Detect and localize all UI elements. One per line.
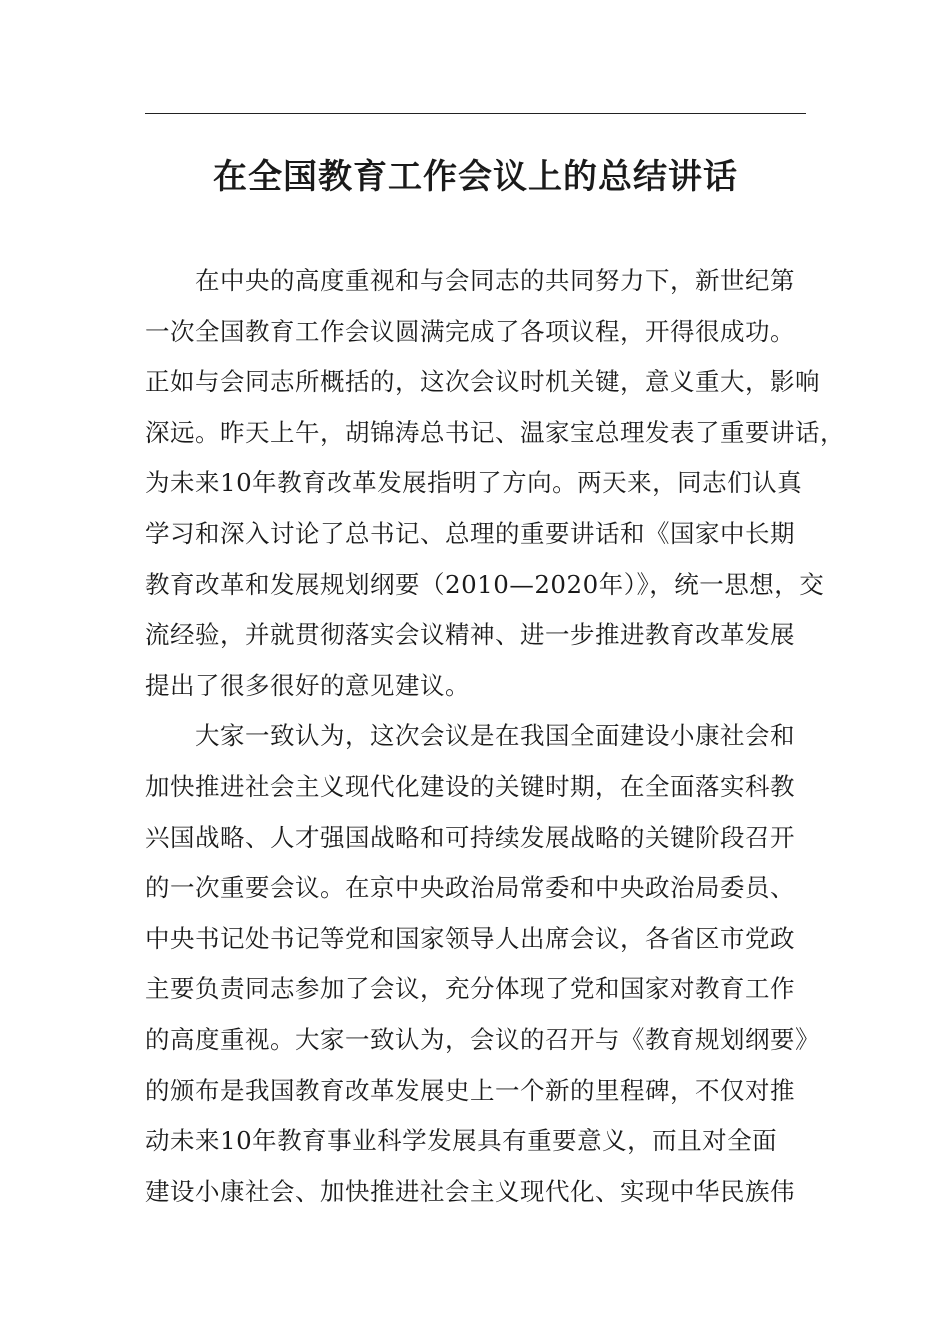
text-line: 在中央的高度重视和与会同志的共同努力下，新世纪第 <box>195 266 795 295</box>
text-line: 的颁布是我国教育改革发展史上一个新的里程碑，不仅对推 <box>145 1075 795 1105</box>
text-line: 教育改革和发展规划纲要（2010—2020年）》，统一思想，交 <box>145 569 825 599</box>
text-line: 一次全国教育工作会议圆满完成了各项议程，开得很成功。 <box>145 316 795 346</box>
paragraph-1 <box>145 256 845 711</box>
header-rule <box>145 113 806 114</box>
text-line: 的高度重视。大家一致认为，会议的召开与《教育规划纲要》 <box>145 1024 820 1054</box>
text-line: 流经验，并就贯彻落实会议精神、进一步推进教育改革发展 <box>145 620 795 650</box>
text-line: 的一次重要会议。在京中央政治局常委和中央政治局委员、 <box>145 873 795 903</box>
text-line: 深远。昨天上午，胡锦涛总书记、温家宝总理发表了重要讲话， <box>145 417 845 447</box>
text-line: 主要负责同志参加了会议，充分体现了党和国家对教育工作 <box>145 974 795 1004</box>
text-line: 为未来10年教育改革发展指明了方向。两天来，同志们认真 <box>145 468 803 498</box>
text-line: 建设小康社会、加快推进社会主义现代化、实现中华民族伟 <box>145 1176 795 1206</box>
text-line: 提出了很多很好的意见建议。 <box>145 670 470 700</box>
text-line: 学习和深入讨论了总书记、总理的重要讲话和《国家中长期 <box>145 518 795 548</box>
text-line: 大家一致认为，这次会议是在我国全面建设小康社会和 <box>195 721 795 751</box>
text-line: 动未来10年教育事业科学发展具有重要意义，而且对全面 <box>145 1126 778 1156</box>
document-body <box>145 256 845 1217</box>
text-line: 正如与会同志所概括的，这次会议时机关键，意义重大，影响 <box>145 367 820 397</box>
paragraph-2 <box>145 711 820 1217</box>
text-line: 中央书记处书记等党和国家领导人出席会议，各省区市党政 <box>145 923 795 953</box>
document-title: 在全国教育工作会议上的总结讲话 <box>213 157 738 197</box>
text-line: 兴国战略、人才强国战略和可持续发展战略的关键阶段召开 <box>145 822 795 852</box>
text-line: 加快推进社会主义现代化建设的关键时期，在全面落实科教 <box>145 771 795 801</box>
